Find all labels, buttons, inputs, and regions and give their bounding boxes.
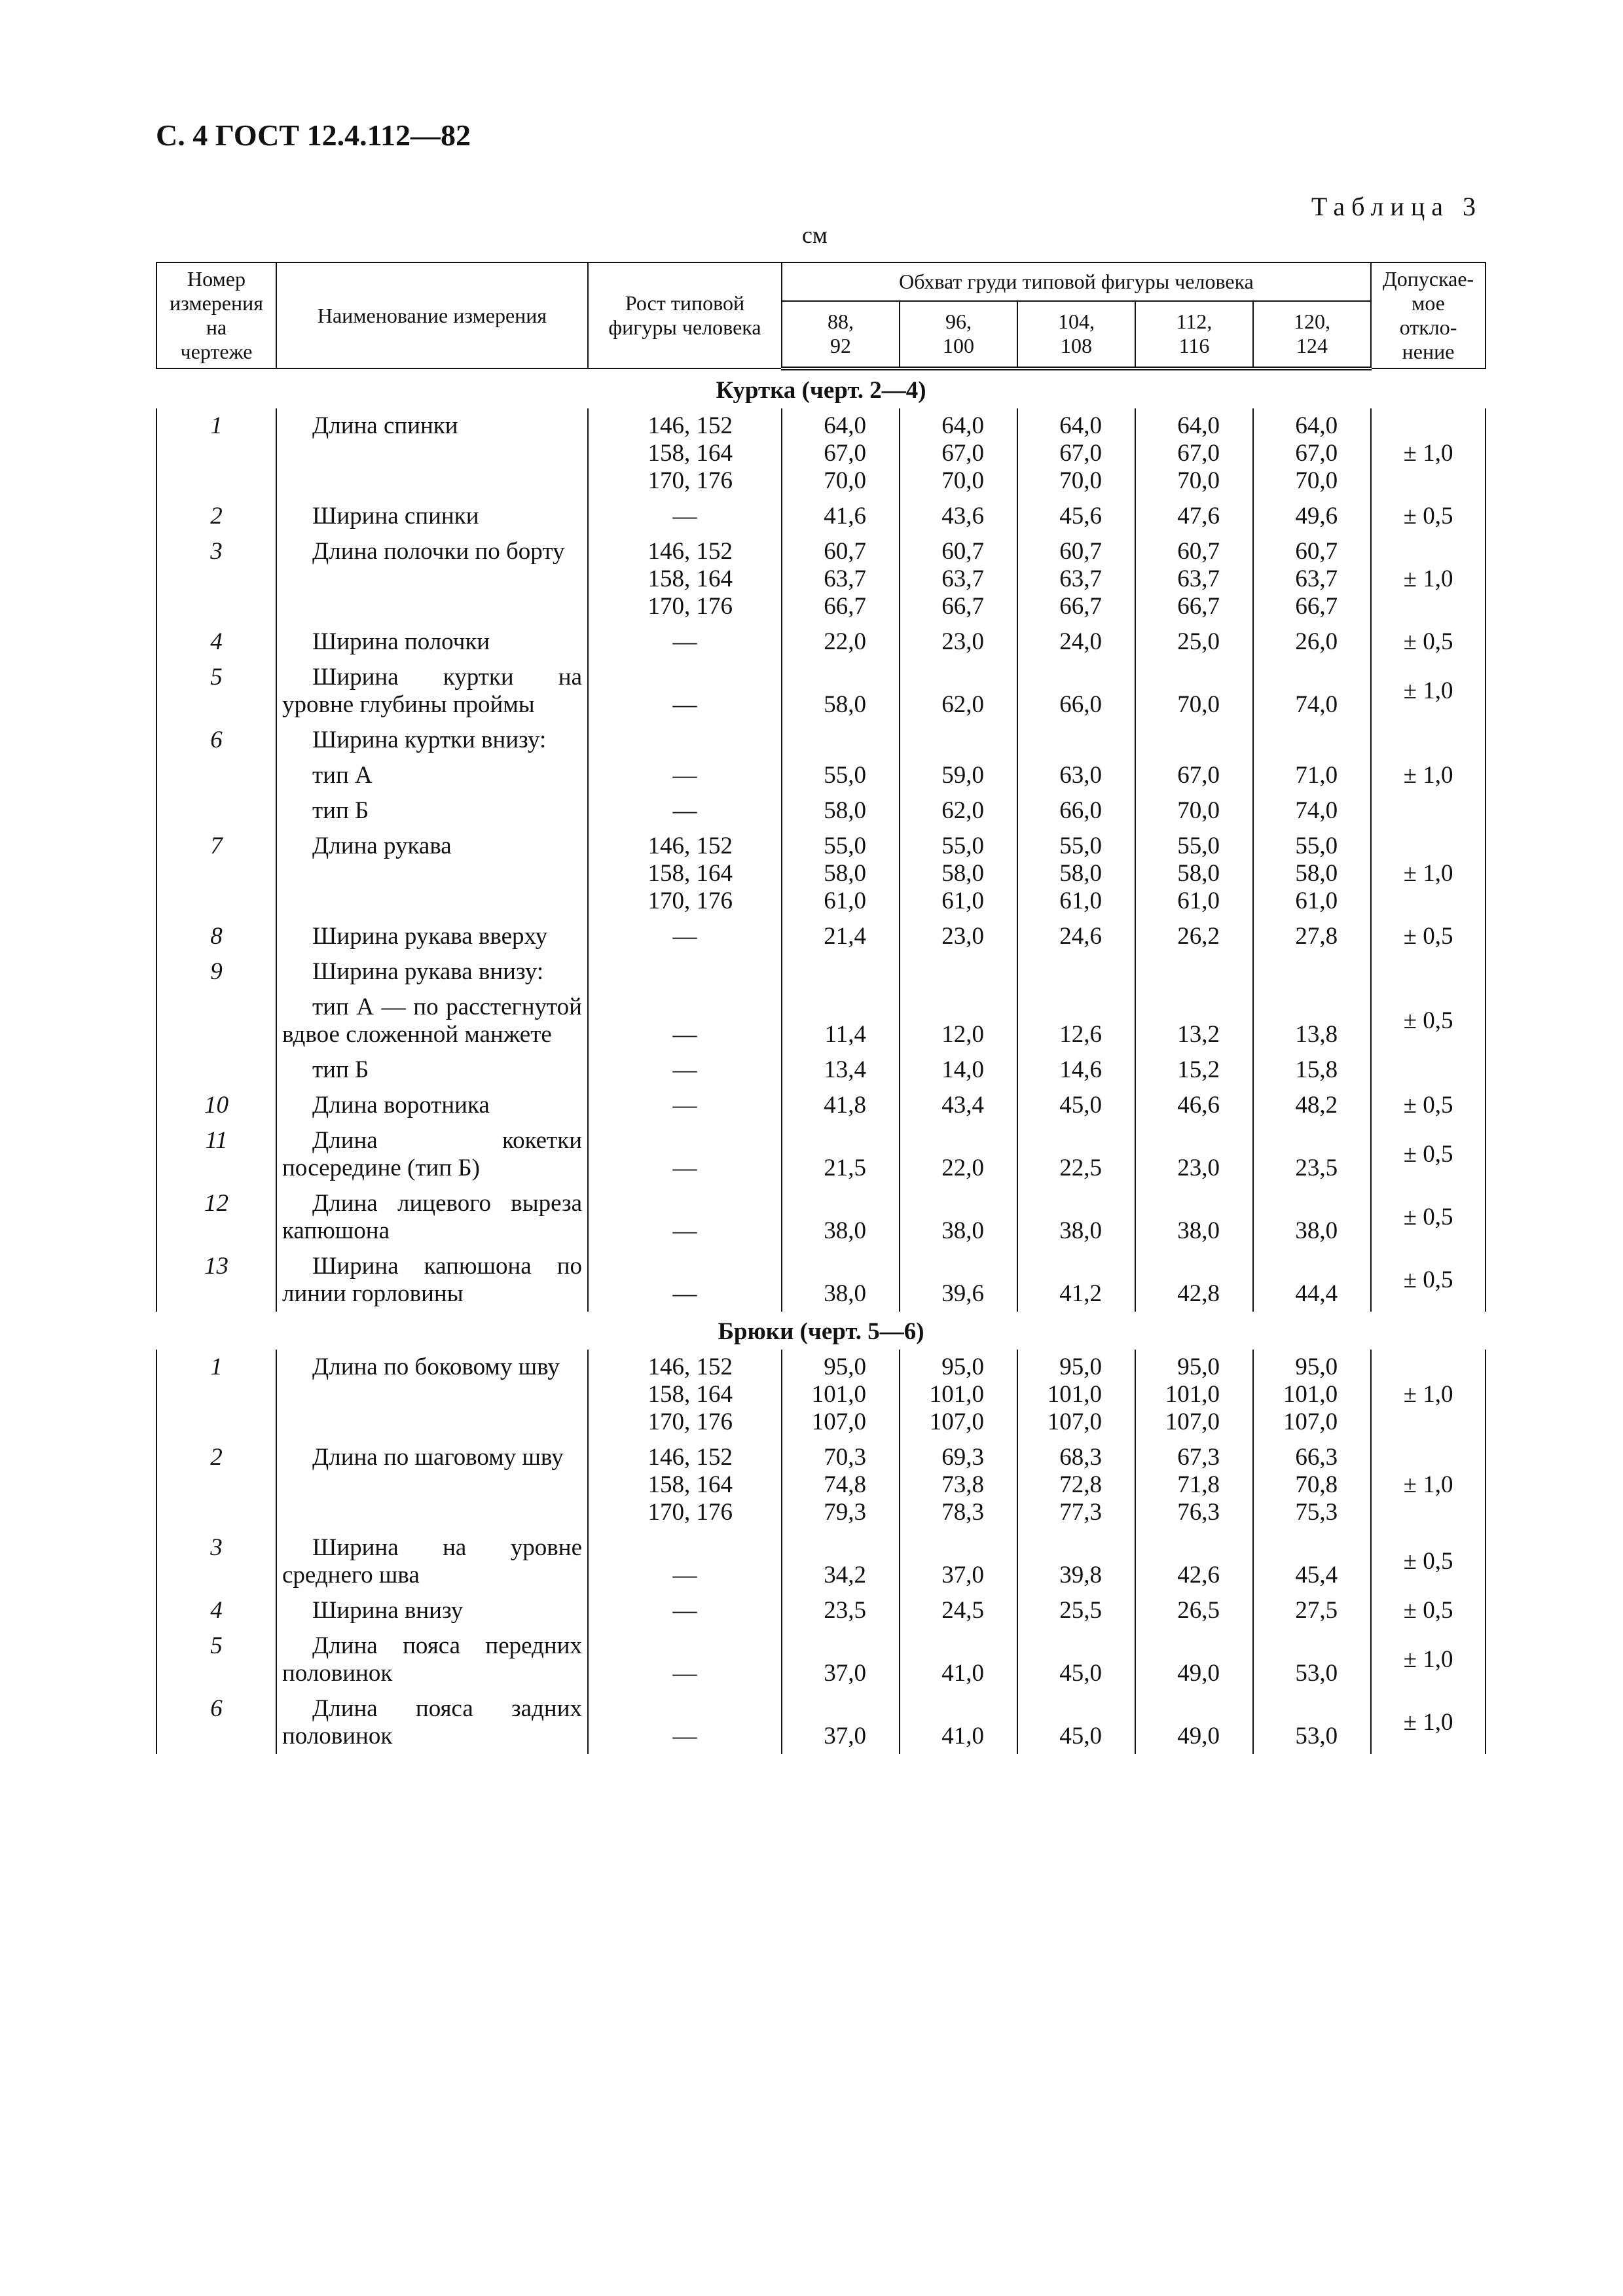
- tolerance: ± 1,0: [1371, 1691, 1486, 1754]
- tolerance: ± 1,0: [1371, 829, 1486, 919]
- girth-value: 66,3 70,8 75,3: [1253, 1440, 1371, 1530]
- girth-value: 69,3 73,8 78,3: [900, 1440, 1017, 1530]
- height-value: —: [588, 1123, 782, 1186]
- girth-value: 60,7 63,7 66,7: [1017, 534, 1135, 624]
- girth-value: 49,0: [1135, 1691, 1253, 1754]
- tolerance: ± 0,5: [1371, 954, 1486, 1088]
- girth-value: 23,0: [900, 624, 1017, 660]
- measure-name: Ширина капюшона по линии горловины: [276, 1249, 588, 1312]
- girth-value: 24,6: [1017, 919, 1135, 954]
- girth-value: 95,0 101,0 107,0: [782, 1350, 900, 1440]
- table-title: Таблица 3: [1311, 192, 1482, 221]
- measure-number: 5: [156, 660, 276, 723]
- tolerance: ± 0,5: [1371, 1593, 1486, 1628]
- tolerance: ± 0,5: [1371, 1530, 1486, 1593]
- measure-number: 5: [156, 1628, 276, 1691]
- measure-name: Длина спинки: [276, 408, 588, 499]
- measure-number: 4: [156, 624, 276, 660]
- girth-value: 15,8: [1253, 1052, 1371, 1088]
- measure-number: 6: [156, 723, 276, 829]
- girth-value: 27,8: [1253, 919, 1371, 954]
- girth-value: 71,0: [1253, 758, 1371, 793]
- height-value: 146, 152 158, 164 170, 176: [588, 1440, 782, 1530]
- girth-value: 26,5: [1135, 1593, 1253, 1628]
- table-row: [156, 534, 1486, 624]
- girth-value: 58,0: [782, 660, 900, 723]
- table-row: [156, 1530, 1486, 1593]
- girth-value: 14,6: [1017, 1052, 1135, 1088]
- header-num: Номер измерения на чертеже: [156, 262, 276, 368]
- table-row: [156, 919, 1486, 954]
- tolerance: ± 1,0: [1371, 1440, 1486, 1530]
- tolerance: ± 0,5: [1371, 1088, 1486, 1123]
- girth-value: 41,8: [782, 1088, 900, 1123]
- girth-value: 70,3 74,8 79,3: [782, 1440, 900, 1530]
- girth-value: 45,0: [1017, 1628, 1135, 1691]
- table-row: [156, 1628, 1486, 1691]
- girth-value: 25,5: [1017, 1593, 1135, 1628]
- girth-value: 25,0: [1135, 624, 1253, 660]
- girth-value: 13,4: [782, 1052, 900, 1088]
- height-value: —: [588, 1186, 782, 1249]
- height-value: —: [588, 1052, 782, 1088]
- girth-value: 64,0 67,0 70,0: [1253, 408, 1371, 499]
- girth-value: 38,0: [1253, 1186, 1371, 1249]
- measurements-table: [156, 262, 1486, 1754]
- girth-value: 13,8: [1253, 990, 1371, 1052]
- girth-value: 24,0: [1017, 624, 1135, 660]
- girth-value: 62,0: [900, 793, 1017, 829]
- measure-name: Длина пояса задних половинок: [276, 1691, 588, 1754]
- girth-value: 22,0: [900, 1123, 1017, 1186]
- girth-value: 67,0: [1135, 758, 1253, 793]
- girth-value: 27,5: [1253, 1593, 1371, 1628]
- height-value: 146, 152 158, 164 170, 176: [588, 408, 782, 499]
- measure-subname: тип А: [276, 758, 588, 793]
- girth-value: 41,0: [900, 1691, 1017, 1754]
- girth-value: 55,0 58,0 61,0: [1253, 829, 1371, 919]
- height-value: —: [588, 1249, 782, 1312]
- girth-value: 64,0 67,0 70,0: [1135, 408, 1253, 499]
- girth-value: 43,4: [900, 1088, 1017, 1123]
- height-value: 146, 152 158, 164 170, 176: [588, 1350, 782, 1440]
- header-girth-size: 96, 100: [900, 301, 1017, 368]
- measure-name: Длина рукава: [276, 829, 588, 919]
- girth-value: 37,0: [782, 1628, 900, 1691]
- section-title: Куртка (черт. 2—4): [156, 368, 1486, 408]
- height-value: —: [588, 660, 782, 723]
- girth-value: 64,0 67,0 70,0: [900, 408, 1017, 499]
- measure-name: Длина кокетки посередине (тип Б): [276, 1123, 588, 1186]
- measure-name: Ширина куртки внизу:: [276, 723, 588, 758]
- girth-value: 55,0 58,0 61,0: [900, 829, 1017, 919]
- measure-number: 6: [156, 1691, 276, 1754]
- section-header: [156, 1312, 1486, 1350]
- measure-name: Ширина рукава вверху: [276, 919, 588, 954]
- tolerance: ± 0,5: [1371, 499, 1486, 534]
- table-row: [156, 954, 1486, 990]
- measure-name: Ширина спинки: [276, 499, 588, 534]
- table-row: [156, 1088, 1486, 1123]
- girth-value: 55,0 58,0 61,0: [782, 829, 900, 919]
- header-name: Наименование измерения: [276, 262, 588, 368]
- tolerance: ± 0,5: [1371, 919, 1486, 954]
- girth-value: 23,5: [1253, 1123, 1371, 1186]
- table-subrow: [156, 793, 1486, 829]
- measure-name: Длина по шаговому шву: [276, 1440, 588, 1530]
- girth-value: 12,0: [900, 990, 1017, 1052]
- units-label: см: [802, 222, 828, 248]
- tolerance: ± 1,0: [1371, 534, 1486, 624]
- height-value: —: [588, 793, 782, 829]
- girth-value: 64,0 67,0 70,0: [782, 408, 900, 499]
- girth-value: 60,7 63,7 66,7: [1135, 534, 1253, 624]
- girth-value: 64,0 67,0 70,0: [1017, 408, 1135, 499]
- girth-value: 14,0: [900, 1052, 1017, 1088]
- table-row: [156, 1123, 1486, 1186]
- girth-value: 23,5: [782, 1593, 900, 1628]
- girth-value: 62,0: [900, 660, 1017, 723]
- measure-number: 4: [156, 1593, 276, 1628]
- girth-value: 21,5: [782, 1123, 900, 1186]
- girth-value: 55,0 58,0 61,0: [1135, 829, 1253, 919]
- header-height: Рост типовой фигуры человека: [588, 262, 782, 368]
- girth-value: 70,0: [1135, 793, 1253, 829]
- section-title: Брюки (черт. 5—6): [718, 1318, 924, 1345]
- table-row: [156, 1249, 1486, 1312]
- tolerance: ± 1,0: [1371, 408, 1486, 499]
- measure-number: 10: [156, 1088, 276, 1123]
- measure-number: 2: [156, 499, 276, 534]
- girth-value: 39,6: [900, 1249, 1017, 1312]
- girth-value: 34,2: [782, 1530, 900, 1593]
- girth-value: 53,0: [1253, 1691, 1371, 1754]
- girth-value: 45,6: [1017, 499, 1135, 534]
- table-subrow: [156, 1052, 1486, 1088]
- girth-value: 95,0 101,0 107,0: [1253, 1350, 1371, 1440]
- girth-value: 74,0: [1253, 660, 1371, 723]
- measure-name: Длина лицевого выреза капюшона: [276, 1186, 588, 1249]
- girth-value: 24,5: [900, 1593, 1017, 1628]
- height-value: —: [588, 990, 782, 1052]
- girth-value: 95,0 101,0 107,0: [1135, 1350, 1253, 1440]
- girth-value: 47,6: [1135, 499, 1253, 534]
- girth-value: 38,0: [1017, 1186, 1135, 1249]
- girth-value: 12,6: [1017, 990, 1135, 1052]
- girth-value: 55,0 58,0 61,0: [1017, 829, 1135, 919]
- girth-value: 37,0: [782, 1691, 900, 1754]
- girth-value: 63,0: [1017, 758, 1135, 793]
- table-row: [156, 1691, 1486, 1754]
- measure-subname: тип А — по расстегнутой вдвое сложенной манжете: [276, 990, 588, 1052]
- measure-name: Длина полочки по борту: [276, 534, 588, 624]
- section-header: [156, 368, 1486, 408]
- girth-value: 95,0 101,0 107,0: [900, 1350, 1017, 1440]
- table-row: [156, 1350, 1486, 1440]
- table-row: [156, 1186, 1486, 1249]
- table-subrow: [156, 990, 1486, 1052]
- height-value: —: [588, 919, 782, 954]
- height-value: —: [588, 1628, 782, 1691]
- measure-number: 9: [156, 954, 276, 1088]
- measure-name: Ширина внизу: [276, 1593, 588, 1628]
- tolerance: ± 1,0: [1371, 1628, 1486, 1691]
- girth-value: 49,0: [1135, 1628, 1253, 1691]
- tolerance: ± 0,5: [1371, 1249, 1486, 1312]
- height-value: —: [588, 624, 782, 660]
- measure-number: 8: [156, 919, 276, 954]
- girth-value: 26,0: [1253, 624, 1371, 660]
- girth-value: 66,0: [1017, 793, 1135, 829]
- girth-value: 26,2: [1135, 919, 1253, 954]
- girth-value: 13,2: [1135, 990, 1253, 1052]
- table-row: [156, 408, 1486, 499]
- girth-value: 42,6: [1135, 1530, 1253, 1593]
- table-row: [156, 660, 1486, 723]
- height-value: —: [588, 1088, 782, 1123]
- height-value: —: [588, 499, 782, 534]
- measure-subname: тип Б: [276, 793, 588, 829]
- girth-value: 38,0: [782, 1249, 900, 1312]
- height-value: —: [588, 1530, 782, 1593]
- girth-value: 60,7 63,7 66,7: [782, 534, 900, 624]
- measure-name: Ширина куртки на уровне глубины проймы: [276, 660, 588, 723]
- measure-number: 1: [156, 408, 276, 499]
- table-row: [156, 624, 1486, 660]
- girth-value: 23,0: [1135, 1123, 1253, 1186]
- girth-value: 68,3 72,8 77,3: [1017, 1440, 1135, 1530]
- header-girth-size: 88, 92: [782, 301, 900, 368]
- girth-value: 39,8: [1017, 1530, 1135, 1593]
- height-value: —: [588, 758, 782, 793]
- height-value: 146, 152 158, 164 170, 176: [588, 534, 782, 624]
- girth-value: 37,0: [900, 1530, 1017, 1593]
- measure-number: 7: [156, 829, 276, 919]
- tolerance: ± 1,0: [1371, 660, 1486, 723]
- measure-name: Ширина на уровне среднего шва: [276, 1530, 588, 1593]
- girth-value: 21,4: [782, 919, 900, 954]
- girth-value: 70,0: [1135, 660, 1253, 723]
- measure-name: Длина воротника: [276, 1088, 588, 1123]
- height-value: —: [588, 1691, 782, 1754]
- girth-value: 67,3 71,8 76,3: [1135, 1440, 1253, 1530]
- measure-number: 11: [156, 1123, 276, 1186]
- measure-number: 2: [156, 1440, 276, 1530]
- girth-value: 60,7 63,7 66,7: [1253, 534, 1371, 624]
- tolerance: ± 1,0: [1371, 723, 1486, 829]
- girth-value: 38,0: [1135, 1186, 1253, 1249]
- girth-value: 11,4: [782, 990, 900, 1052]
- measure-number: 1: [156, 1350, 276, 1440]
- header-girth-size: 120, 124: [1253, 301, 1371, 368]
- header-girth-size: 112, 116: [1135, 301, 1253, 368]
- header-girth: Обхват груди типовой фигуры человека: [782, 262, 1371, 301]
- measure-name: Ширина полочки: [276, 624, 588, 660]
- measure-name: Ширина рукава внизу:: [276, 954, 588, 990]
- girth-value: 44,4: [1253, 1249, 1371, 1312]
- girth-value: 53,0: [1253, 1628, 1371, 1691]
- header-tolerance: Допускае- мое откло- нение: [1371, 262, 1486, 368]
- height-value: —: [588, 1593, 782, 1628]
- girth-value: 58,0: [782, 793, 900, 829]
- table-row: [156, 499, 1486, 534]
- girth-value: 41,6: [782, 499, 900, 534]
- measure-number: 3: [156, 534, 276, 624]
- girth-value: 15,2: [1135, 1052, 1253, 1088]
- tolerance: ± 1,0: [1371, 1350, 1486, 1440]
- girth-value: 45,4: [1253, 1530, 1371, 1593]
- girth-value: 55,0: [782, 758, 900, 793]
- girth-value: 59,0: [900, 758, 1017, 793]
- height-value: 146, 152 158, 164 170, 176: [588, 829, 782, 919]
- girth-value: 49,6: [1253, 499, 1371, 534]
- measure-number: 13: [156, 1249, 276, 1312]
- table-subrow: [156, 758, 1486, 793]
- girth-value: 66,0: [1017, 660, 1135, 723]
- table-row: [156, 723, 1486, 758]
- girth-value: 42,8: [1135, 1249, 1253, 1312]
- girth-value: 38,0: [900, 1186, 1017, 1249]
- table-row: [156, 1593, 1486, 1628]
- tolerance: ± 0,5: [1371, 1186, 1486, 1249]
- measure-number: 3: [156, 1530, 276, 1593]
- measure-name: Длина по боковому шву: [276, 1350, 588, 1440]
- table-row: [156, 1440, 1486, 1530]
- girth-value: 46,6: [1135, 1088, 1253, 1123]
- measure-subname: тип Б: [276, 1052, 588, 1088]
- measure-name: Длина пояса передних половинок: [276, 1628, 588, 1691]
- girth-value: 45,0: [1017, 1088, 1135, 1123]
- table-row: [156, 829, 1486, 919]
- girth-value: 41,0: [900, 1628, 1017, 1691]
- girth-value: 43,6: [900, 499, 1017, 534]
- girth-value: 23,0: [900, 919, 1017, 954]
- girth-value: 74,0: [1253, 793, 1371, 829]
- measure-number: 12: [156, 1186, 276, 1249]
- girth-value: 48,2: [1253, 1088, 1371, 1123]
- girth-value: 95,0 101,0 107,0: [1017, 1350, 1135, 1440]
- page-header: С. 4 ГОСТ 12.4.112—82: [156, 118, 471, 152]
- tolerance: ± 0,5: [1371, 624, 1486, 660]
- girth-value: 22,0: [782, 624, 900, 660]
- girth-value: 38,0: [782, 1186, 900, 1249]
- header-girth-size: 104, 108: [1017, 301, 1135, 368]
- girth-value: 60,7 63,7 66,7: [900, 534, 1017, 624]
- girth-value: 45,0: [1017, 1691, 1135, 1754]
- girth-value: 22,5: [1017, 1123, 1135, 1186]
- girth-value: 41,2: [1017, 1249, 1135, 1312]
- tolerance: ± 0,5: [1371, 1123, 1486, 1186]
